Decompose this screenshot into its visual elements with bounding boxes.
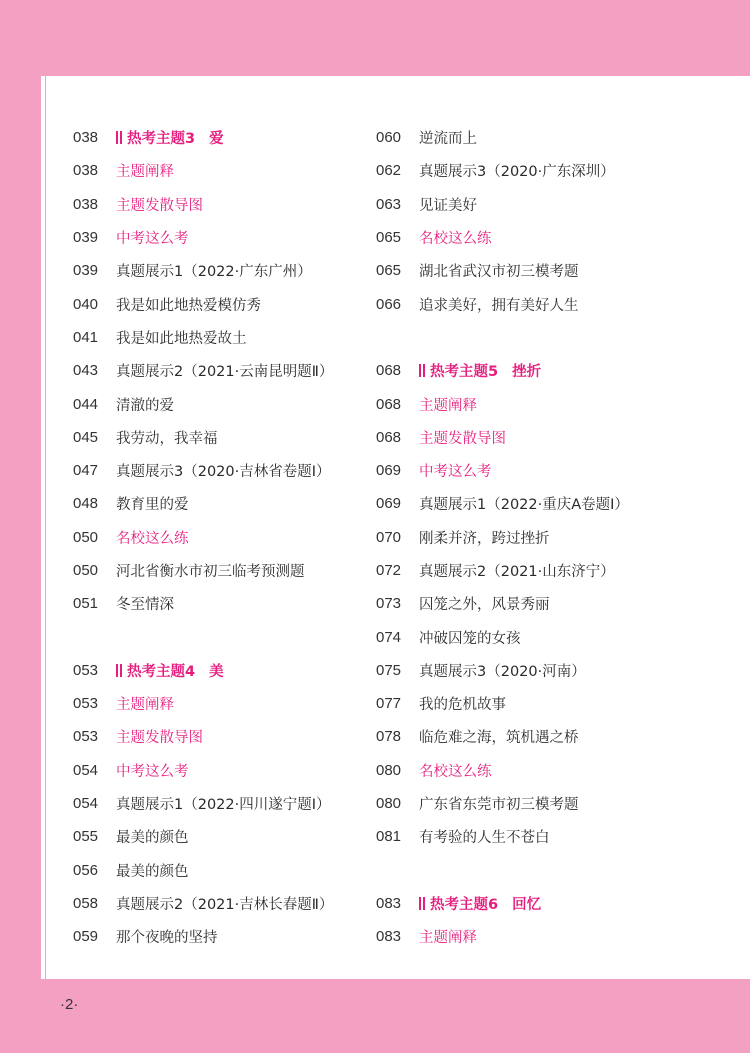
toc-entry-title: 名校这么练 [116, 530, 189, 547]
toc-page-number: 080 [376, 795, 402, 813]
toc-page-number: 039 [73, 229, 99, 247]
toc-entry-title: 囚笼之外，风景秀丽 [419, 597, 550, 614]
toc-entry-title: 我是如此地热爱模仿秀 [116, 297, 261, 314]
toc-page-number: 056 [73, 861, 99, 879]
toc-entry-title: 真题展示1（2022·重庆A卷题Ⅰ） [419, 497, 629, 514]
toc-spacer [376, 854, 736, 887]
toc-entry[interactable] [73, 587, 373, 620]
toc-page-number: 080 [376, 761, 402, 779]
toc-page-number: 044 [73, 395, 99, 413]
toc-entry-title: 真题展示2（2021·云南昆明题Ⅱ） [116, 364, 334, 381]
section-marker-icon [116, 663, 125, 678]
toc-entry[interactable] [73, 887, 373, 920]
toc-entry-title: 最美的颜色 [116, 830, 189, 847]
toc-entry[interactable] [73, 387, 373, 420]
toc-page-number: 054 [73, 795, 99, 813]
toc-page-number: 069 [376, 462, 402, 480]
toc-entry-title: 冲破囚笼的女孩 [419, 630, 521, 647]
toc-entry[interactable] [376, 188, 736, 221]
toc-entry-title: 主题阐释 [419, 397, 477, 414]
toc-page-number: 053 [73, 695, 99, 713]
toc-entry[interactable] [376, 521, 736, 554]
toc-page-number: 043 [73, 362, 99, 380]
toc-page-number: 065 [376, 262, 402, 280]
toc-entry-title: 真题展示3（2020·广东深圳） [419, 164, 615, 181]
toc-entry[interactable] [376, 387, 736, 420]
toc-entry-title: 冬至情深 [116, 597, 174, 614]
toc-entry[interactable] [376, 620, 736, 653]
toc-page-number: 059 [73, 928, 99, 946]
toc-entry-title: 刚柔并济，跨过挫折 [419, 530, 550, 547]
toc-page-number: 050 [73, 562, 99, 579]
toc-entry[interactable] [376, 754, 736, 787]
toc-entry-title: 真题展示1（2022·广东广州） [116, 264, 312, 281]
toc-entry-title: 见证美好 [419, 197, 477, 214]
toc-page-number: 078 [376, 728, 402, 746]
toc-entry-title: 主题发散导图 [419, 430, 506, 447]
toc-entry[interactable] [73, 487, 373, 520]
toc-page-number: 068 [376, 395, 402, 413]
toc-entry[interactable] [376, 554, 736, 587]
toc-section-heading[interactable] [73, 121, 373, 154]
toc-page-number: 083 [376, 928, 402, 946]
toc-entry[interactable] [73, 254, 373, 287]
toc-entry-title: 主题发散导图 [116, 197, 203, 214]
toc-page-number: 050 [73, 528, 99, 546]
toc-entry-title: 我是如此地热爱故土 [116, 330, 247, 347]
toc-page-number: 083 [376, 894, 402, 912]
toc-entry-title: 真题展示1（2022·四川遂宁题Ⅰ） [116, 797, 331, 814]
toc-page-number: 058 [73, 894, 99, 912]
toc-section-heading[interactable] [73, 654, 373, 687]
toc-spacer [73, 620, 373, 653]
toc-page-number: 063 [376, 195, 402, 213]
toc-entry-title: 真题展示3（2020·河南） [419, 663, 586, 680]
toc-entry[interactable] [73, 188, 373, 221]
toc-entry[interactable] [73, 787, 373, 820]
toc-entry[interactable] [376, 654, 736, 687]
toc-entry-title: 我的危机故事 [419, 697, 506, 714]
toc-page-number: 039 [73, 262, 99, 280]
toc-entry[interactable] [376, 121, 736, 154]
toc-section-topic: 美 [209, 663, 224, 680]
toc-section-title: 热考主题5 [430, 364, 499, 381]
toc-page-number: 038 [73, 162, 99, 180]
toc-section-title: 热考主题3 [127, 131, 196, 148]
toc-page-number: 038 [73, 195, 99, 213]
toc-entry[interactable] [376, 587, 736, 620]
toc-page-number: 069 [376, 495, 402, 513]
toc-page-number: 053 [73, 661, 99, 679]
toc-entry-title: 逆流而上 [419, 131, 477, 148]
toc-entry[interactable] [73, 687, 373, 720]
toc-entry[interactable] [376, 421, 736, 454]
toc-entry-title: 最美的颜色 [116, 863, 189, 880]
toc-entry-title: 中考这么考 [116, 231, 189, 248]
toc-entry-title: 河北省衡水市初三临考预测题 [116, 564, 305, 580]
toc-entry-title: 湖北省武汉市初三模考题 [419, 264, 579, 281]
toc-entry[interactable] [376, 454, 736, 487]
toc-page-number: 077 [376, 695, 402, 713]
toc-entry[interactable] [73, 720, 373, 753]
toc-page-number: 073 [376, 595, 402, 613]
toc-entry-title: 中考这么考 [116, 763, 189, 780]
toc-entry-title: 主题发散导图 [116, 730, 203, 747]
toc-entry-title: 主题阐释 [116, 164, 174, 181]
toc-section-heading[interactable] [376, 887, 736, 920]
section-marker-icon [419, 896, 428, 911]
toc-entry[interactable] [376, 820, 736, 853]
toc-entry[interactable] [73, 820, 373, 853]
toc-entry[interactable] [73, 754, 373, 787]
toc-page-number: 038 [73, 129, 99, 147]
toc-entry[interactable] [73, 854, 373, 887]
page-number: ·2· [60, 996, 79, 1013]
toc-entry-title: 真题展示3（2020·吉林省卷题Ⅰ） [116, 464, 331, 481]
toc-left-column [73, 121, 373, 953]
toc-entry-title: 名校这么练 [419, 763, 492, 780]
toc-page-number: 072 [376, 562, 402, 579]
toc-entry[interactable] [73, 521, 373, 554]
toc-entry-title: 真题展示2（2021·吉林长春题Ⅱ） [116, 896, 334, 913]
toc-page-number: 048 [73, 495, 99, 513]
toc-page-number: 051 [73, 595, 99, 613]
toc-page-number: 066 [376, 295, 402, 313]
toc-entry[interactable] [73, 287, 373, 320]
toc-entry[interactable] [376, 787, 736, 820]
toc-page-number: 053 [73, 728, 99, 746]
section-marker-icon [116, 130, 125, 145]
toc-entry[interactable] [73, 554, 373, 587]
toc-page-number: 041 [73, 328, 99, 346]
toc-entry[interactable] [73, 421, 373, 454]
toc-page-number: 062 [376, 162, 402, 180]
toc-entry[interactable] [376, 487, 736, 520]
toc-entry[interactable] [376, 687, 736, 720]
toc-entry-title: 名校这么练 [419, 231, 492, 248]
toc-page-number: 055 [73, 828, 99, 846]
toc-page [41, 76, 750, 979]
toc-entry-title: 我劳动，我幸福 [116, 430, 218, 447]
toc-entry-title: 中考这么考 [419, 464, 492, 481]
toc-entry[interactable] [376, 720, 736, 753]
toc-entry[interactable] [376, 154, 736, 187]
toc-entry[interactable] [73, 221, 373, 254]
toc-entry-title: 真题展示2（2021·山东济宁） [419, 564, 615, 580]
section-marker-icon [419, 363, 428, 378]
toc-entry[interactable] [73, 920, 373, 953]
toc-entry-title: 教育里的爱 [116, 497, 189, 514]
toc-section-topic: 爱 [209, 131, 224, 148]
toc-page-number: 060 [376, 129, 402, 147]
toc-right-column [376, 121, 736, 953]
toc-entry[interactable] [73, 354, 373, 387]
toc-section-title: 热考主题6 [430, 896, 499, 913]
toc-entry-title: 清澈的爱 [116, 397, 174, 414]
toc-entry-title: 临危难之海，筑机遇之桥 [419, 730, 579, 747]
toc-section-title: 热考主题4 [127, 663, 196, 680]
toc-section-heading[interactable] [376, 354, 736, 387]
toc-page-number: 070 [376, 528, 402, 546]
toc-entry-title: 广东省东莞市初三模考题 [419, 797, 579, 814]
toc-entry-title: 有考验的人生不苍白 [419, 830, 550, 847]
toc-entry-title: 那个夜晚的坚持 [116, 930, 218, 947]
toc-page-number: 054 [73, 761, 99, 779]
toc-spacer [376, 321, 736, 354]
toc-entry[interactable] [73, 454, 373, 487]
toc-entry[interactable] [73, 154, 373, 187]
toc-page-number: 081 [376, 828, 402, 846]
toc-page-number: 065 [376, 229, 402, 247]
toc-entry[interactable] [376, 920, 736, 953]
toc-page-number: 047 [73, 462, 99, 480]
toc-entry-title: 主题阐释 [419, 930, 477, 947]
toc-page-number: 068 [376, 362, 402, 380]
toc-entry[interactable] [376, 221, 736, 254]
toc-page-number: 074 [376, 628, 402, 646]
toc-entry-title: 追求美好，拥有美好人生 [419, 297, 579, 314]
toc-section-topic: 挫折 [512, 364, 542, 381]
toc-section-topic: 回忆 [512, 896, 542, 913]
toc-entry[interactable] [376, 287, 736, 320]
toc-page-number: 068 [376, 428, 402, 446]
toc-page-number: 045 [73, 428, 99, 446]
toc-entry-title: 主题阐释 [116, 697, 174, 714]
toc-page-number: 040 [73, 295, 99, 313]
toc-entry[interactable] [73, 321, 373, 354]
toc-entry[interactable] [376, 254, 736, 287]
toc-page-number: 075 [376, 661, 402, 679]
